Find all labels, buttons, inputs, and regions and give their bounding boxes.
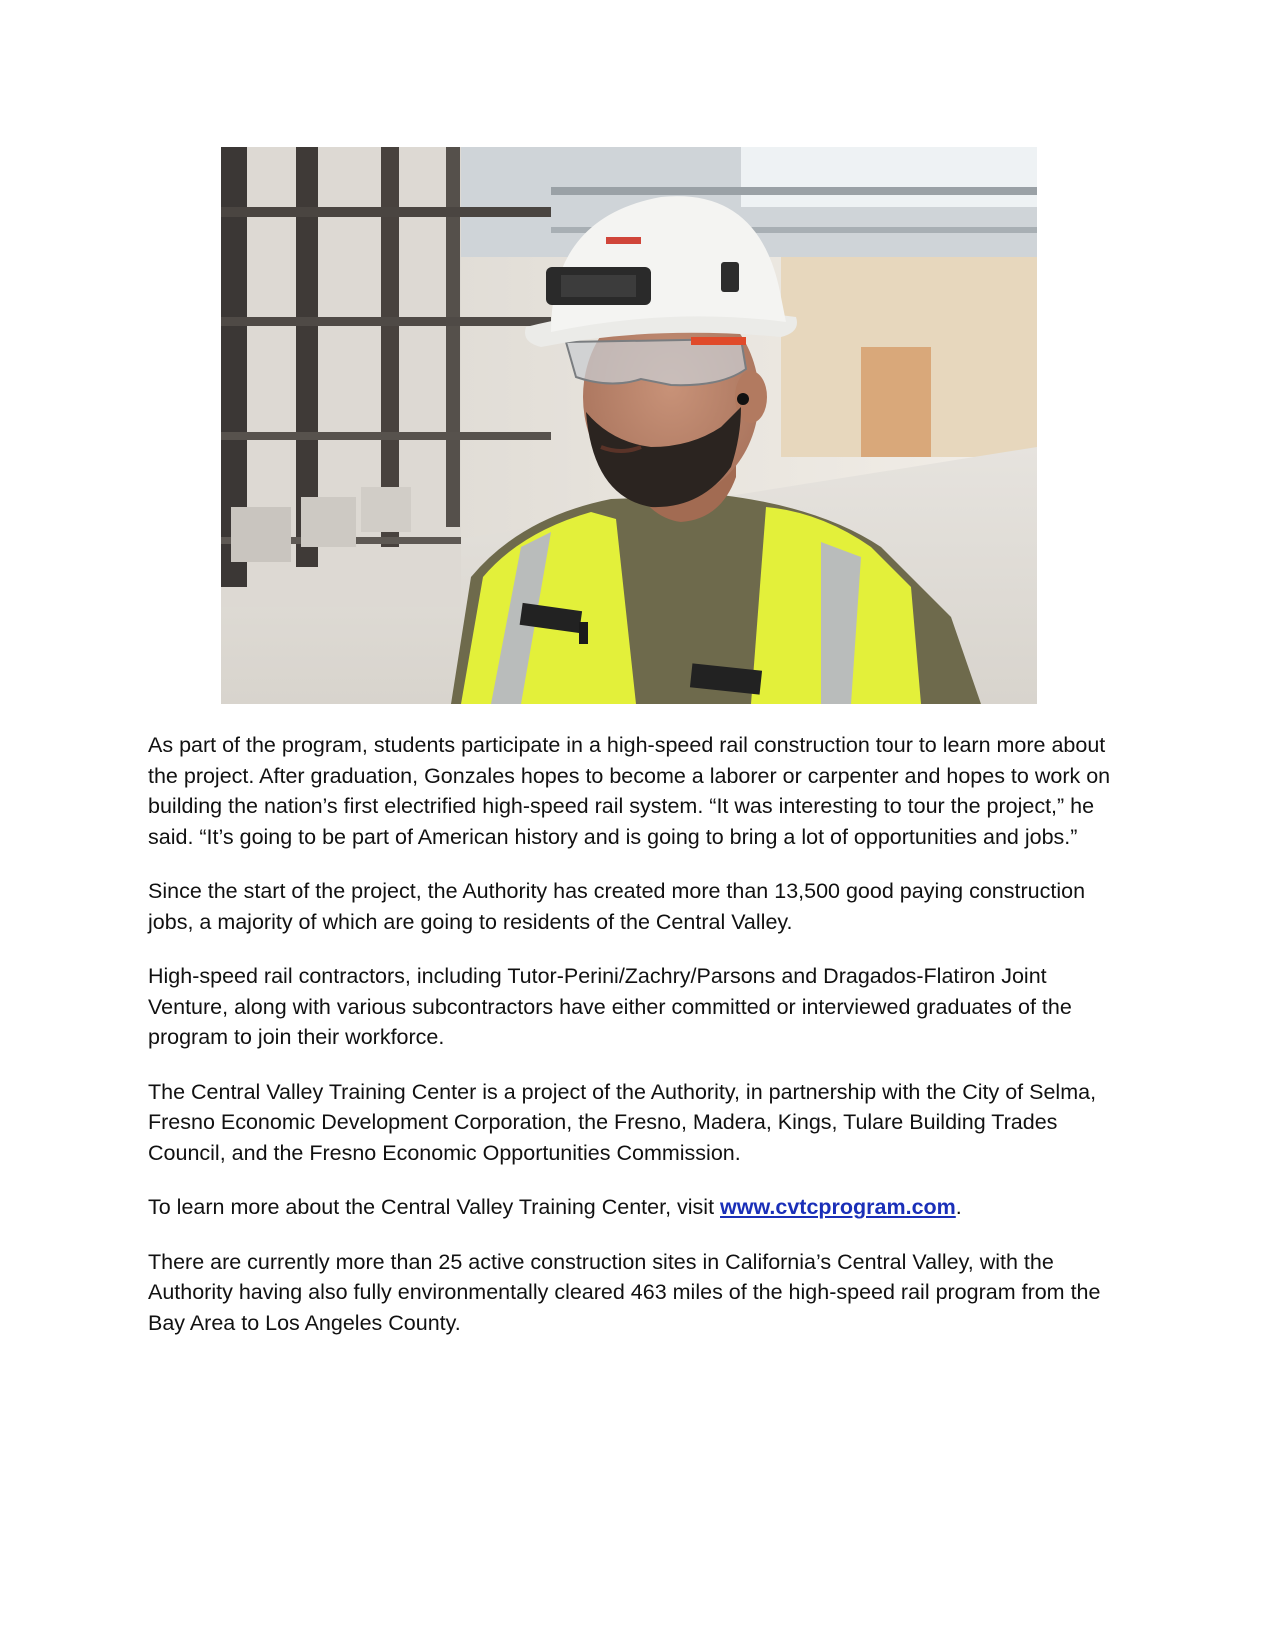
cvtc-website-link[interactable]: www.cvtcprogram.com — [720, 1195, 956, 1219]
learn-more-period: . — [955, 1195, 962, 1219]
paragraph-learn-more — [148, 1192, 1123, 1223]
paragraph-construction-sites: There are currently more than 25 active construction sites in California’s Central Valley, with the Authority having also fully environmentally cleared 463 miles of the high-speed rail program from the Bay Area to Los Angeles County. — [148, 1249, 1101, 1335]
learn-more-text: To learn more about the Central Valley Training Center, visit — [148, 1195, 721, 1219]
paragraph-program-tour: As part of the program, students participate in a high-speed rail construction tour to learn more about the project. After graduation, Gonzales hopes to become a laborer or carpenter and hopes to work on building the nation’s first electrified high-speed rail system. “It was interesting to tour the project,” he said. “It’s going to be part of American history and is going to bring a lot of opportunities and jobs.” — [148, 733, 1111, 849]
worker-photo — [221, 147, 1037, 704]
paragraph-contractors: High-speed rail contractors, including Tutor-Perini/Zachry/Parsons and Dragados-Flatiron Joint Venture, along with various subcontractors have either committed or interviewed graduates of the program to join their workforce. — [148, 964, 1072, 1049]
paragraph-partnership: The Central Valley Training Center is a project of the Authority, in partnership with the City of Selma, Fresno Economic Development Corporation, the Fresno, Madera, Kings, Tulare Building Trades Council, and the Fresno Economic Opportunities Commission. — [148, 1079, 1097, 1165]
article-body — [148, 730, 1123, 1362]
paragraph-jobs-created: Since the start of the project, the Authority has created more than 13,500 good paying construction jobs, a majority of which are going to residents of the Central Valley. — [148, 879, 1086, 934]
